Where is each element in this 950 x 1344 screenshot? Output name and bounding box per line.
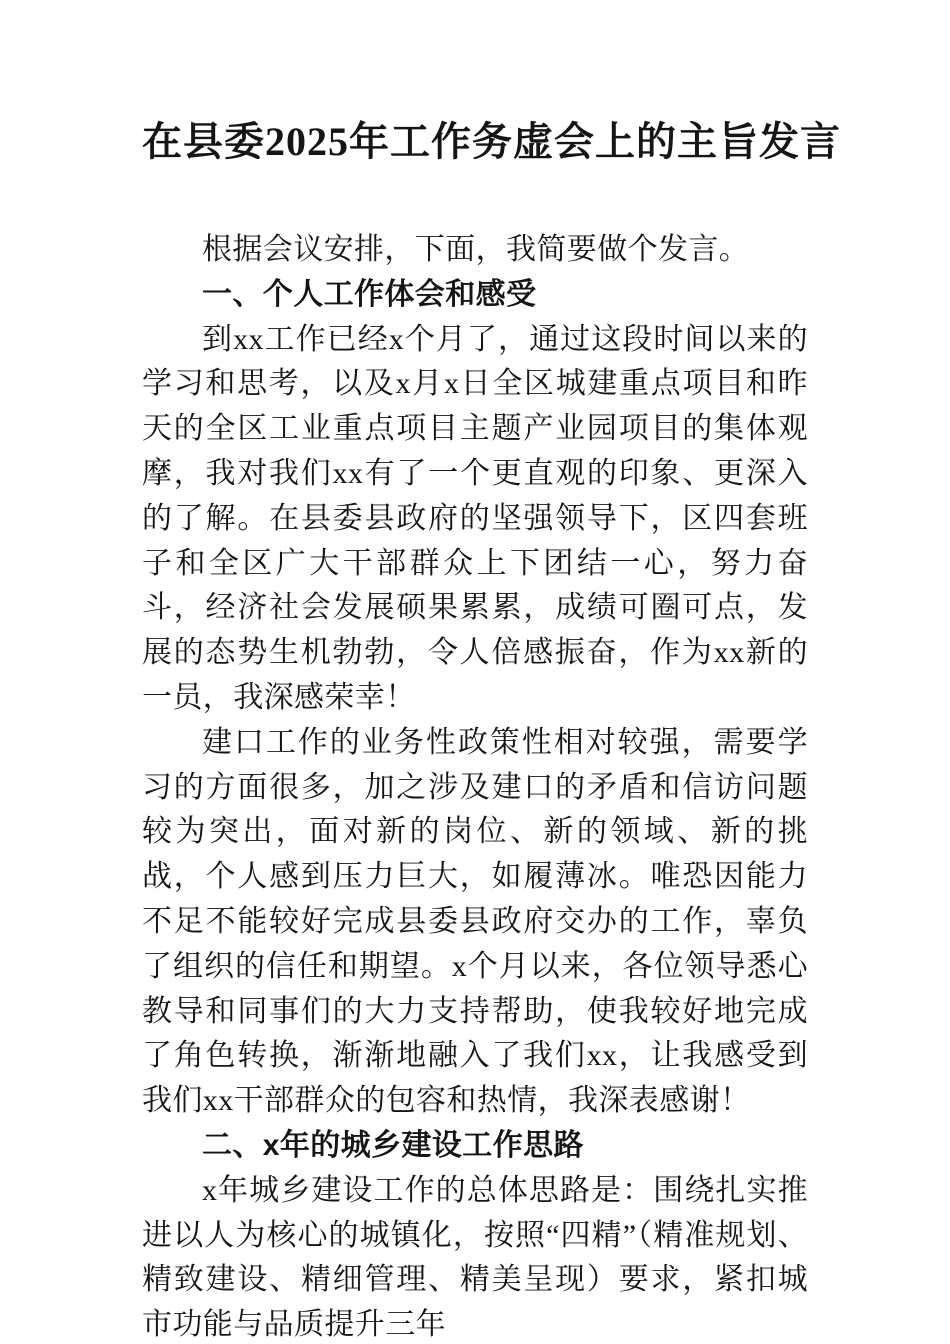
document-title: 在县委2025年工作务虚会上的主旨发言 — [142, 119, 841, 164]
section-heading-1: 一、个人工作体会和感受 — [202, 277, 537, 311]
document-body — [142, 228, 808, 1344]
paragraph-intro: 根据会议安排，下面，我简要做个发言。 — [202, 233, 750, 266]
section-heading-2: 二、x年的城乡建设工作思路 — [202, 1128, 584, 1162]
paragraph-section2-a: x年城乡建设工作的总体思路是：围绕扎实推进以人为核心的城镇化，按照“四精”（精准规划、精致建设、精细管理、精美呈现）要求，紧扣城市功能与品质提升三年 — [142, 1173, 808, 1342]
paragraph-section1-a: 到xx工作已经x个月了，通过这段时间以来的学习和思考，以及x月x日全区城建重点项目和昨天的全区工业重点项目主题产业园项目的集体观摩，我对我们xx有了一个更直观的印象、更深入的了解。在县委县政府的坚强领导下，区四套班子和全区广大干部群众上下团结一心，努力奋斗，经济社会发展硕果累累，成绩可圈可点，发展的态势生机勃勃，令人倍感振奋，作为xx新的一员，我深感荣幸！ — [142, 322, 808, 714]
paragraph-section1-b: 建口工作的业务性政策性相对较强，需要学习的方面很多，加之涉及建口的矛盾和信访问题较为突出，面对新的岗位、新的领域、新的挑战，个人感到压力巨大，如履薄冰。唯恐因能力不足不能较好完成县委县政府交办的工作，辜负了组织的信任和期望。x个月以来，各位领导悉心教导和同事们的大力支持帮助，使我较好地完成了角色转换，渐渐地融入了我们xx，让我感受到我们xx干部群众的包容和热情，我深表感谢！ — [142, 725, 808, 1118]
